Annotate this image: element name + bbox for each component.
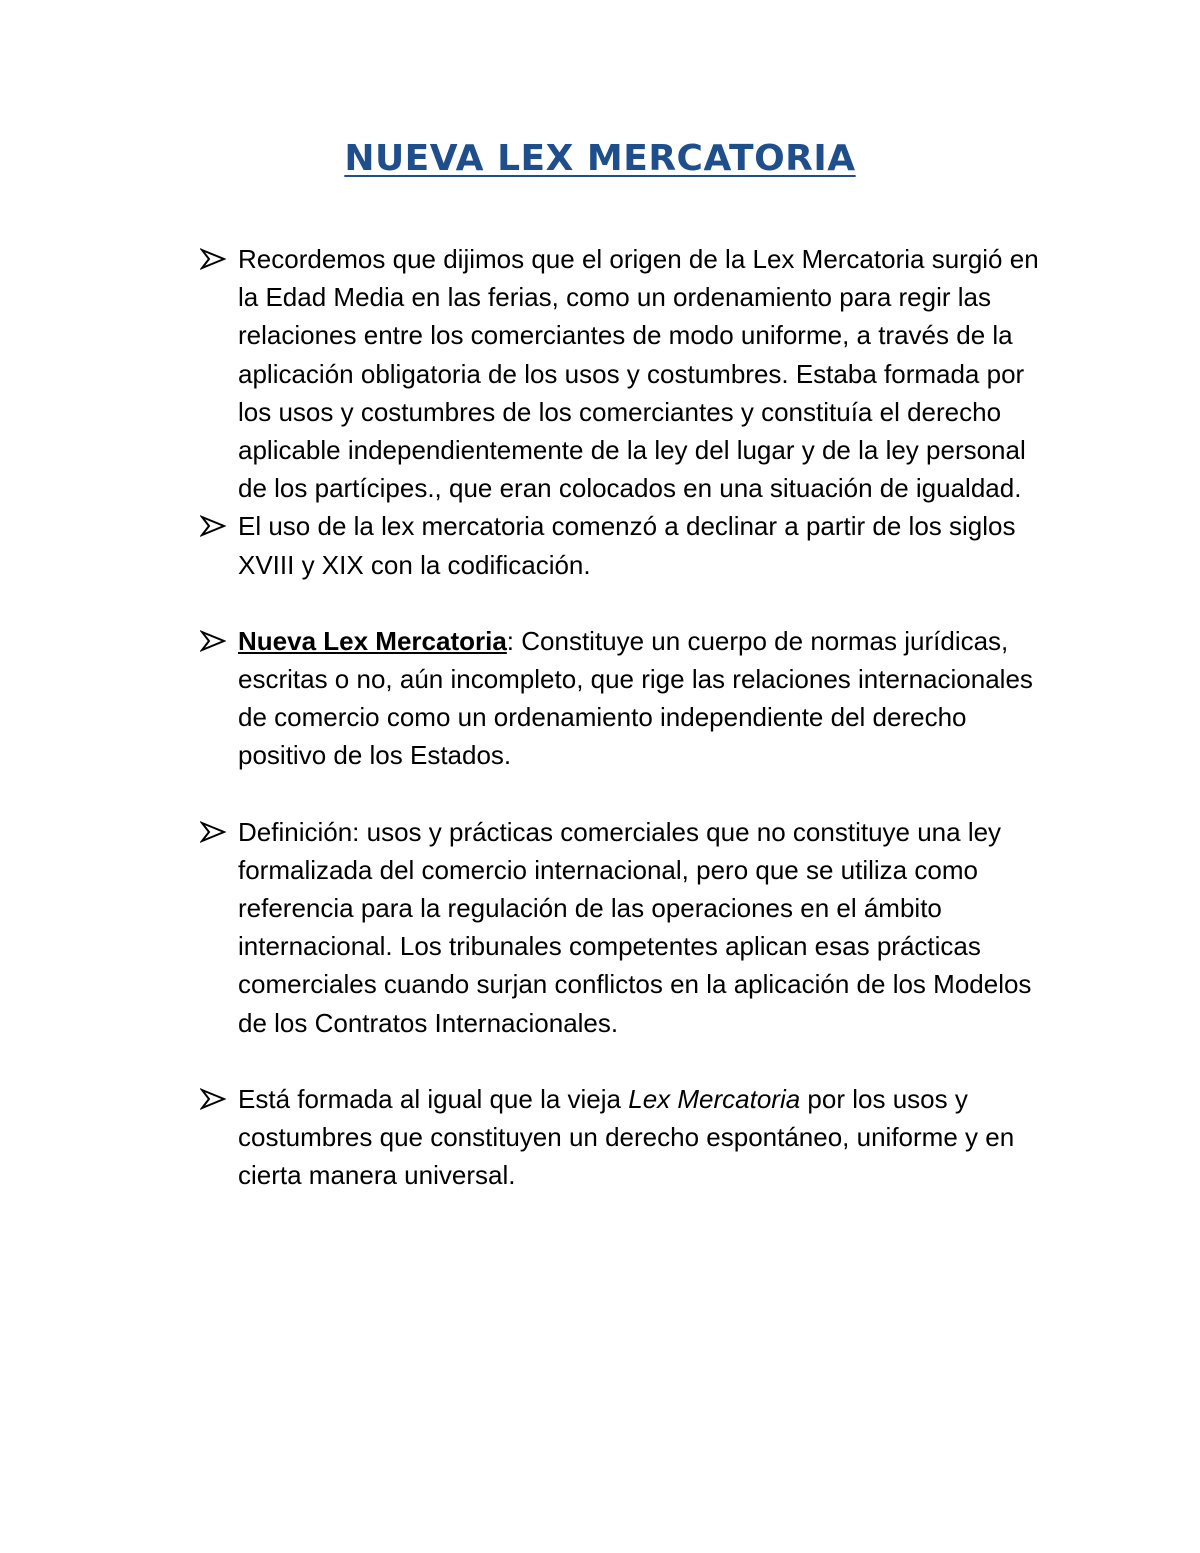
arrowhead-bullet-icon xyxy=(200,1088,226,1110)
list-item-text: El uso de la lex mercatoria comenzó a declinar a partir de los siglos XVIII y XIX con la codificación. xyxy=(238,511,1016,580)
list-item-text: Definición: usos y prácticas comerciales que no constituye una ley formalizada del comercio internacional, pero que se utiliza como referencia para la regulación de las operaciones en el ámbito internacional. Los tribunales competentes aplican esas prácticas comerciales cuando surjan conflictos en la aplicación de los Modelos de los Contratos Internacionales. xyxy=(238,816,1032,1038)
list-item xyxy=(200,813,1050,1042)
list-item xyxy=(200,622,1050,775)
arrowhead-bullet-icon xyxy=(200,515,226,537)
list-item-text-after: por los usos y costumbres que constituyen un derecho espontáneo, uniforme y en cierta manera universal. xyxy=(238,1083,1015,1191)
arrowhead-bullet-icon xyxy=(200,821,226,843)
list-item-text: : Constituye un cuerpo de normas jurídicas, escritas o no, aún incompleto, que rige las relaciones internacionales de comercio como un ordenamiento independiente del derecho positivo de los Estados. xyxy=(238,625,1033,771)
list-item xyxy=(200,240,1050,507)
document-title: NUEVA LEX MERCATORIA xyxy=(344,138,856,179)
list-item xyxy=(200,507,1050,583)
bullet-list xyxy=(200,240,1050,1194)
list-item-text-before: Está formada al igual que la vieja xyxy=(238,1083,629,1114)
defined-term: Nueva Lex Mercatoria xyxy=(238,625,507,656)
arrowhead-bullet-icon xyxy=(200,630,226,652)
italic-term: Lex Mercatoria xyxy=(628,1083,801,1114)
arrowhead-bullet-icon xyxy=(200,248,226,270)
list-item-text: Recordemos que dijimos que el origen de la Lex Mercatoria surgió en la Edad Media en las ferias, como un ordenamiento para regir las relaciones entre los comerciantes de modo uniforme, a través de la aplicación obligatoria de los usos y costumbres. Estaba formada por los usos y costumbres de los comerciantes y constituía el derecho aplicable independientemente de la ley del lugar y de la ley personal de los partícipes., que eran colocados en una situación de igualdad. xyxy=(238,244,1039,504)
list-item xyxy=(200,1080,1050,1195)
